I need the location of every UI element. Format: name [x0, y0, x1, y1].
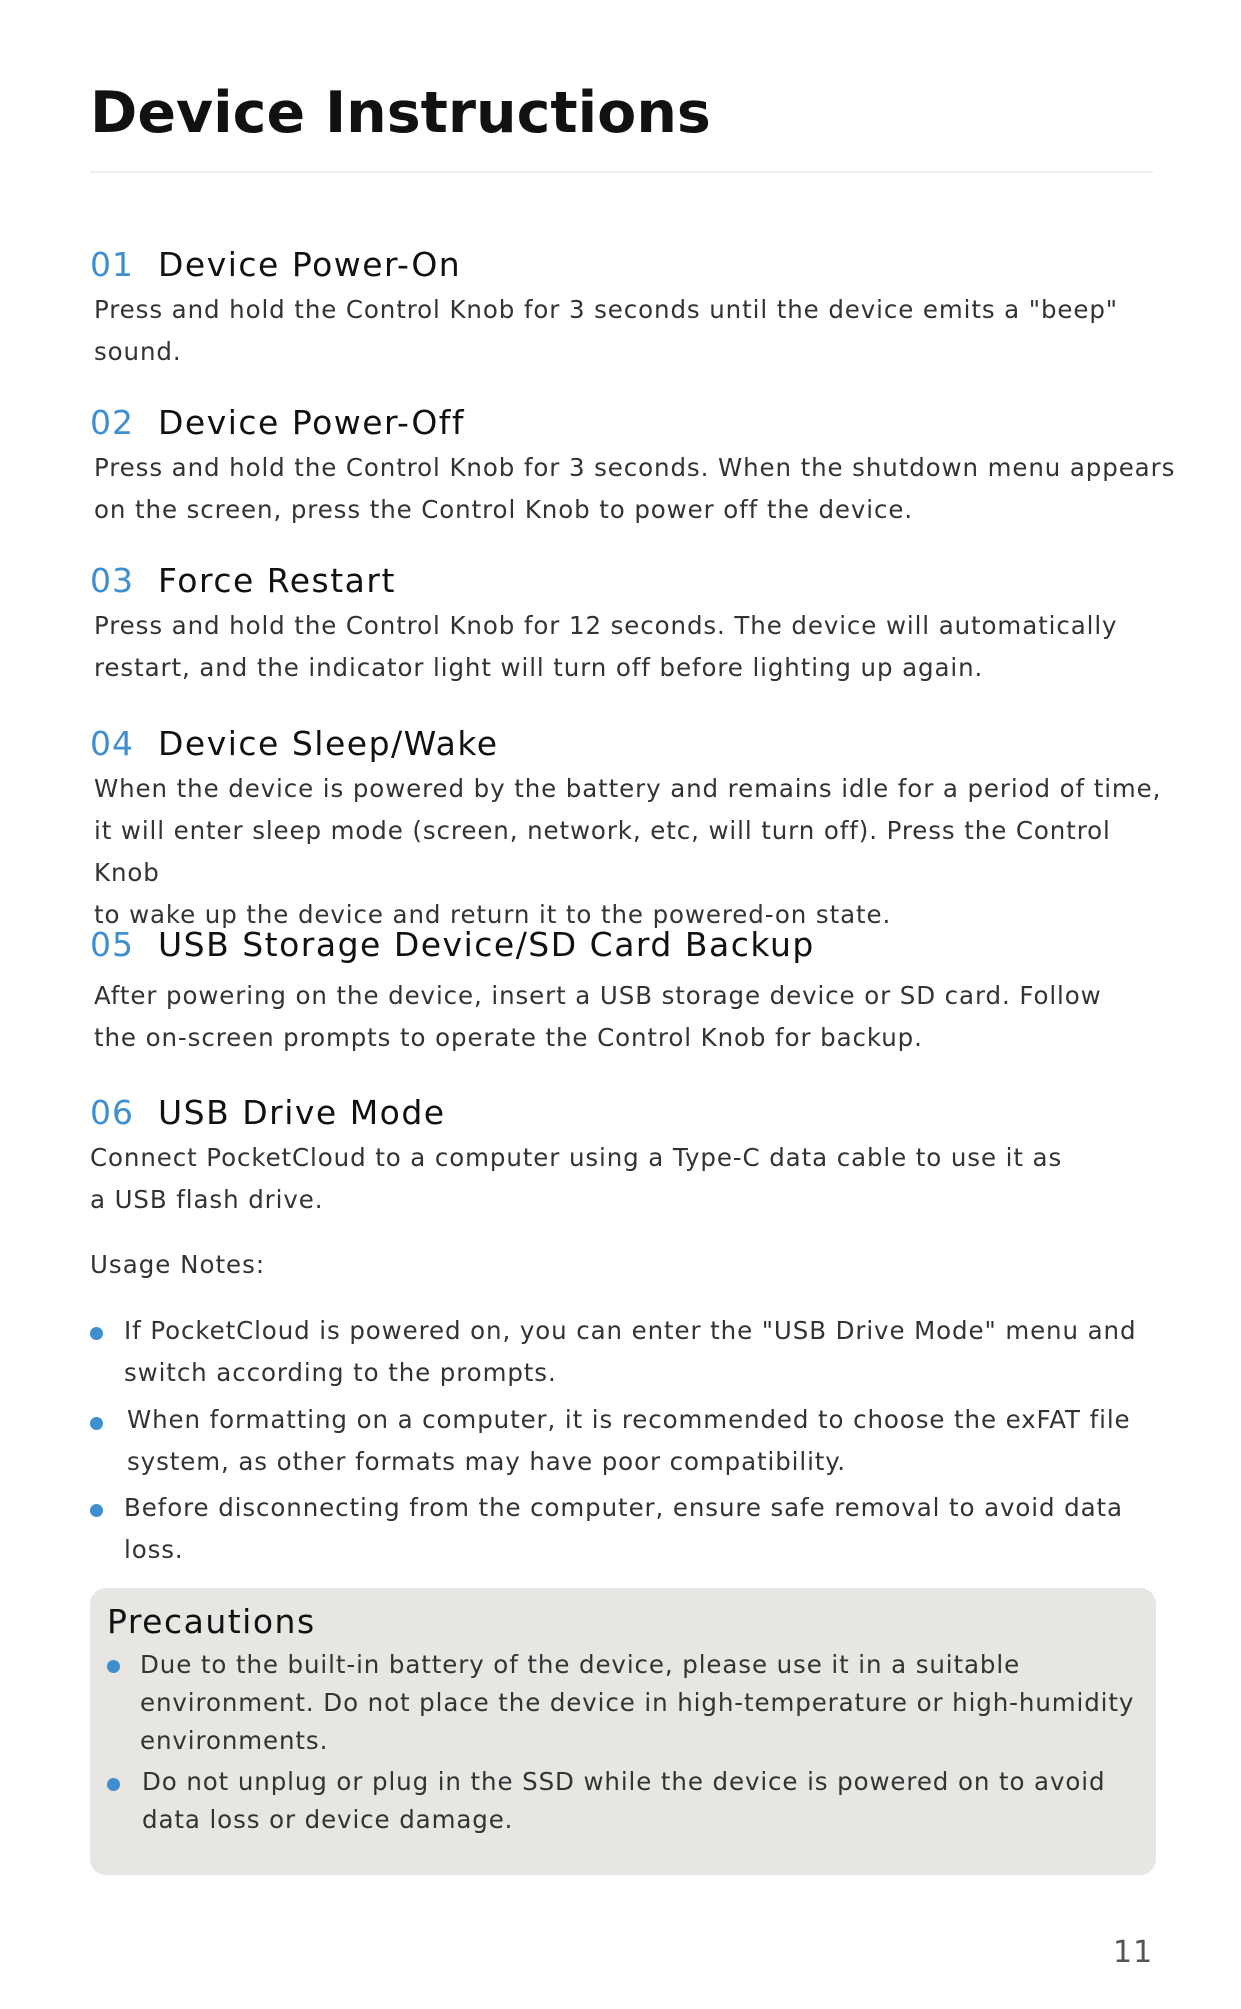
title-divider [90, 171, 1153, 173]
section-power-off [90, 403, 1180, 531]
bullet-dot-icon [90, 1327, 103, 1340]
section-title: USB Drive Mode [158, 1093, 446, 1132]
section-title: Device Sleep/Wake [158, 724, 499, 763]
section-body: Press and hold the Control Knob for 12 seconds. The device will automatically restart, and the indicator light will turn off before lighting up again. [94, 611, 1118, 682]
page-title: Device Instructions [90, 80, 711, 146]
section-title: Force Restart [158, 561, 396, 600]
section-heading [90, 403, 1180, 447]
section-force-restart [90, 561, 1180, 689]
section-body: When the device is powered by the battery and remains idle for a period of time, it will enter sleep mode (screen, network, etc, will turn off). Press the Control Knob to wake up the device and return it to the powered-on state. [94, 774, 1162, 929]
section-number: 06 [90, 1093, 134, 1132]
section-title: USB Storage Device/SD Card Backup [158, 925, 815, 964]
list-item-text: If PocketCloud is powered on, you can enter the "USB Drive Mode" menu and switch according to the prompts. [124, 1316, 1137, 1387]
section-number: 02 [90, 403, 134, 442]
section-heading [90, 925, 1180, 975]
section-usb-backup [90, 925, 1180, 1059]
precaution-item-text: Do not unplug or plug in the SSD while the device is powered on to avoid data loss or device damage. [142, 1767, 1106, 1834]
page-number: 11 [1113, 1935, 1154, 1970]
section-number: 05 [90, 925, 134, 964]
bullet-dot-icon [107, 1778, 120, 1791]
section-body: Press and hold the Control Knob for 3 seconds. When the shutdown menu appears on the screen, press the Control Knob to power off the device. [94, 453, 1176, 524]
section-sleep-wake [90, 724, 1180, 936]
section-title: Device Power-Off [158, 403, 466, 442]
bullet-dot-icon [90, 1504, 103, 1517]
section-heading [90, 724, 1180, 768]
section-usb-drive-mode [90, 1093, 1180, 1221]
section-body: Press and hold the Control Knob for 3 seconds until the device emits a "beep" sound. [94, 295, 1118, 366]
precautions-box [90, 1588, 1156, 1875]
precautions-title: Precautions [107, 1602, 316, 1641]
section-heading [90, 561, 1180, 605]
list-item-text: When formatting on a computer, it is recommended to choose the exFAT file system, as other formats may have poor compatibility. [127, 1405, 1131, 1476]
section-heading [90, 245, 1180, 289]
section-heading [90, 1093, 1180, 1137]
usage-notes-label: Usage Notes: [90, 1250, 266, 1279]
section-number: 01 [90, 245, 134, 284]
section-number: 04 [90, 724, 134, 763]
section-title: Device Power-On [158, 245, 462, 284]
list-item-text: Before disconnecting from the computer, ensure safe removal to avoid data loss. [124, 1493, 1123, 1564]
precaution-item-text: Due to the built-in battery of the device, please use it in a suitable environment. Do not place the device in high-temperature or high-humidity environments. [140, 1650, 1135, 1755]
section-body: Connect PocketCloud to a computer using a Type-C data cable to use it as a USB flash drive. [90, 1143, 1063, 1214]
section-power-on [90, 245, 1180, 373]
section-number: 03 [90, 561, 134, 600]
section-body: After powering on the device, insert a USB storage device or SD card. Follow the on-screen prompts to operate the Control Knob for backup. [94, 981, 1102, 1052]
bullet-dot-icon [107, 1660, 120, 1673]
bullet-dot-icon [90, 1417, 103, 1430]
